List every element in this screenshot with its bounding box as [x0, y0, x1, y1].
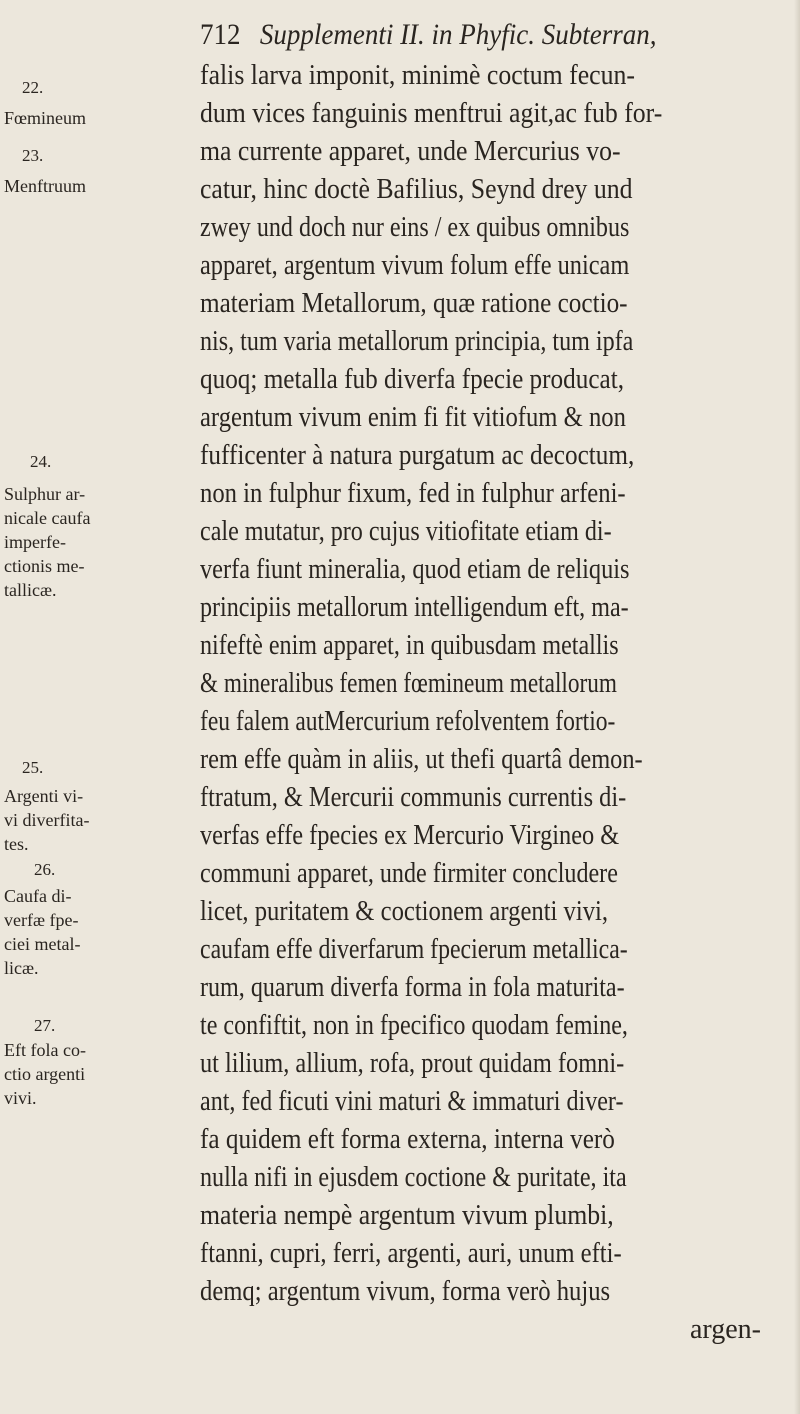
text-line: cale mutatur, pro cujus vitiofitate etiam di-	[200, 516, 612, 547]
text-line: catur, hinc doctè Bafilius, Seynd drey und	[200, 174, 633, 205]
text-line: nulla nifi in ejusdem coctione & puritate, ita	[200, 1162, 627, 1193]
text-line: & mineralibus femen fœmineum metallorum	[200, 668, 617, 699]
text-line: dum vices fanguinis menftrui agit,ac fub for-	[200, 98, 663, 129]
running-header	[200, 18, 657, 52]
text-line: non in fulphur fixum, fed in fulphur arfeni-	[200, 478, 626, 509]
text-line: apparet, argentum vivum folum effe unicam	[200, 250, 630, 281]
margin-note: ciei metal-	[4, 934, 81, 954]
text-line: principiis metallorum intelligendum eft, ma-	[200, 592, 629, 623]
running-title: Supplementi II. in Phyfic. Subterran,	[259, 18, 657, 51]
text-line: ftratum, & Mercurii communis currentis di-	[200, 782, 627, 813]
margin-number: 24.	[30, 452, 52, 471]
margin-note: Argenti vi-	[4, 786, 84, 806]
text-line: quoq; metalla fub diverfa fpecie producat,	[200, 364, 625, 395]
margin-note: Caufa di-	[4, 886, 72, 906]
text-line: caufam effe diverfarum fpecierum metallica-	[200, 934, 628, 965]
text-line: ant, fed ficuti vini maturi & immaturi diver-	[200, 1086, 624, 1117]
margin-note: licæ.	[4, 958, 39, 978]
margin-note: nicale caufa	[4, 508, 91, 528]
page-number: 712	[200, 18, 241, 51]
text-line: rem effe quàm in aliis, ut thefi quartâ demon-	[200, 744, 643, 775]
text-line: ma currente apparet, unde Mercurius vo-	[200, 136, 621, 167]
margin-note: Sulphur ar-	[4, 484, 86, 504]
text-line: rum, quarum diverfa forma in fola maturita-	[200, 972, 625, 1003]
text-line: materia nempè argentum vivum plumbi,	[200, 1200, 614, 1231]
margin-note: ctio argenti	[4, 1064, 86, 1084]
margin-note: Menftruum	[4, 176, 86, 196]
text-line: ftanni, cupri, ferri, argenti, auri, unum efti-	[200, 1238, 622, 1269]
margin-note: Eft fola co-	[4, 1040, 86, 1060]
text-line: feu falem autMercurium refolventem fortio-	[200, 706, 616, 737]
margin-note: vi diverfita-	[4, 810, 90, 830]
text-line: materiam Metallorum, quæ ratione coctio-	[200, 288, 628, 319]
text-line: ut lilium, allium, rofa, prout quidam fomni-	[200, 1048, 625, 1079]
text-line: fa quidem eft forma externa, interna verò	[200, 1124, 615, 1155]
margin-note: Fœmineum	[4, 108, 87, 128]
margin-number: 23.	[22, 146, 44, 165]
text-line: zwey und doch nur eins / ex quibus omnibus	[200, 212, 630, 243]
text-line: verfas effe fpecies ex Mercurio Virgineo &	[200, 820, 620, 851]
margin-note: vivi.	[4, 1088, 37, 1108]
margin-number: 26.	[34, 860, 56, 879]
text-line: fufficenter à natura purgatum ac decoctum,	[200, 440, 635, 471]
margin-number: 22.	[22, 78, 44, 97]
text-line: demq; argentum vivum, forma verò hujus	[200, 1276, 611, 1307]
margin-number: 25.	[22, 758, 44, 777]
page-edge-shadow	[794, 0, 800, 1414]
text-line: te confiftit, non in fpecifico quodam femine,	[200, 1010, 628, 1041]
text-line: nis, tum varia metallorum principia, tum ipfa	[200, 326, 634, 357]
text-line: falis larva imponit, minimè coctum fecun-	[200, 60, 635, 91]
text-line: licet, puritatem & coctionem argenti vivi,	[200, 896, 609, 927]
margin-note: verfæ fpe-	[4, 910, 79, 930]
catchword: argen-	[690, 1314, 761, 1345]
text-line: argentum vivum enim fi fit vitiofum & non	[200, 402, 626, 433]
text-line: communi apparet, unde firmiter concludere	[200, 858, 618, 889]
margin-number: 27.	[34, 1016, 56, 1035]
text-line: verfa fiunt mineralia, quod etiam de reliquis	[200, 554, 630, 585]
margin-note: ctionis me-	[4, 556, 85, 576]
margin-note: tes.	[4, 834, 29, 854]
margin-note: tallicæ.	[4, 580, 57, 600]
text-line: nifeftè enim apparet, in quibusdam metallis	[200, 630, 619, 661]
margin-note: imperfe-	[4, 532, 66, 552]
